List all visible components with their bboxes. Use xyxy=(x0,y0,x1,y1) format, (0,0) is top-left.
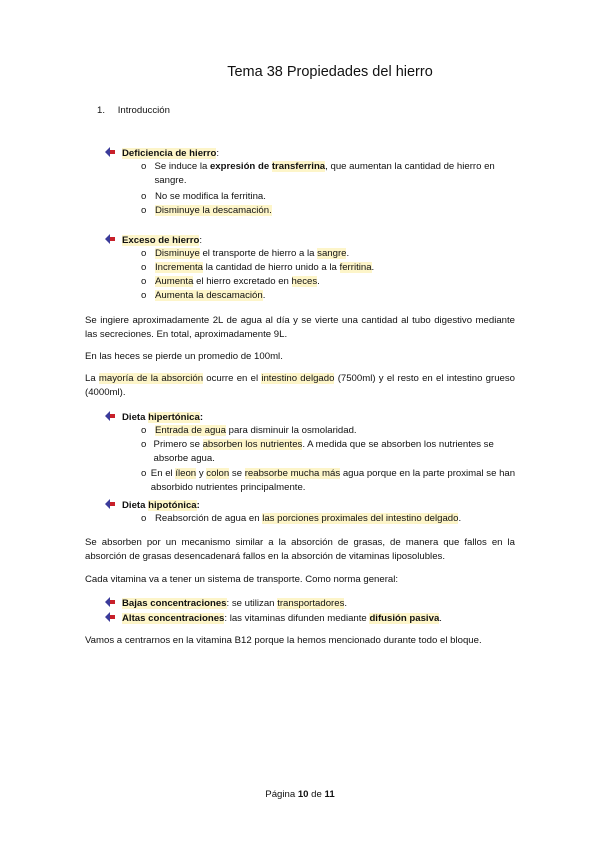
hipertonica-item-1: o Entrada de agua para disminuir la osmolaridad. xyxy=(141,425,357,436)
sub-bullet-icon: o xyxy=(141,513,147,524)
paragraph-grasas: Se absorben por un mecanismo similar a la absorción de grasas, de manera que fallos en la absorción de grasas desencadenará fallos en la absorción de vitaminas liposolubles. xyxy=(85,537,515,562)
exceso-heading: Exceso de hierro: xyxy=(104,233,202,248)
bajas-concentraciones: Bajas concentraciones: se utilizan transportadores. xyxy=(104,596,347,611)
hipertonica-item-2: o Primero se absorben los nutrientes. A medida que se absorben los nutrientes se absorbe agua. xyxy=(141,439,494,464)
hipotonica-heading: Dieta hipotónica: xyxy=(104,498,200,513)
arrow-bullet-icon xyxy=(104,410,116,422)
exceso-item-1: o Disminuye el transporte de hierro a la sangre. xyxy=(141,248,350,259)
hipertonica-heading: Dieta hipertónica: xyxy=(104,410,203,425)
sub-bullet-icon: o xyxy=(141,248,147,259)
hipotonica-item-1: o Reabsorción de agua en las porciones proximales del intestino delgado. xyxy=(141,513,462,524)
section-label: Introducción xyxy=(117,105,170,116)
page-footer: Página 10 de 11 xyxy=(265,789,335,800)
paragraph-transporte: Cada vitamina va a tener un sistema de transporte. Como norma general: xyxy=(85,574,399,585)
exceso-item-3: o Aumenta el hierro excretado en heces. xyxy=(141,276,320,287)
arrow-bullet-icon xyxy=(104,498,116,510)
section-heading xyxy=(97,104,170,118)
altas-concentraciones: Altas concentraciones: las vitaminas difunden mediante difusión pasiva. xyxy=(104,611,442,626)
deficiencia-item-3: o Disminuye la descamación. xyxy=(141,205,272,216)
sub-bullet-icon: o xyxy=(141,425,147,436)
arrow-bullet-icon xyxy=(104,146,116,158)
hipertonica-item-3: o En el íleon y colon se reabsorbe mucha más agua porque en la parte proximal se han absorbido nutrientes principalmente. xyxy=(141,468,516,493)
sub-bullet-icon: o xyxy=(141,161,147,172)
deficiencia-title: Deficiencia de hierro xyxy=(122,148,217,159)
exceso-item-4: o Aumenta la descamación. xyxy=(141,290,266,301)
arrow-bullet-icon xyxy=(104,611,116,623)
section-number: 1. xyxy=(97,105,106,116)
sub-bullet-icon: o xyxy=(141,439,147,450)
paragraph-heces: En las heces se pierde un promedio de 100ml. xyxy=(85,351,283,362)
sub-bullet-icon: o xyxy=(141,276,147,287)
sub-bullet-icon: o xyxy=(141,191,147,202)
paragraph-vitamina-b12: Vamos a centrarnos en la vitamina B12 porque la hemos mencionado durante todo el bloque. xyxy=(85,635,482,646)
paragraph-agua: Se ingiere aproximadamente 2L de agua al día y se vierte una cantidad al tubo digestivo mediante las secreciones. En total, aproximadamente 9L. xyxy=(85,315,515,340)
sub-bullet-icon: o xyxy=(141,205,147,216)
deficiencia-item-2: o No se modifica la ferritina. xyxy=(141,191,266,202)
sub-bullet-icon: o xyxy=(141,262,147,273)
exceso-item-2: o Incrementa la cantidad de hierro unido a la ferritina. xyxy=(141,262,375,273)
sub-bullet-icon: o xyxy=(141,468,147,479)
deficiencia-item-1: o Se induce la expresión de transferrina, que aumentan la cantidad de hierro en sangre. xyxy=(141,161,495,186)
paragraph-absorcion: La mayoría de la absorción ocurre en el intestino delgado (7500ml) y el resto en el intestino grueso (4000ml). xyxy=(85,373,516,398)
arrow-bullet-icon xyxy=(104,596,116,608)
total-pages: 11 xyxy=(324,789,335,800)
current-page: 10 xyxy=(297,789,309,800)
arrow-bullet-icon xyxy=(104,233,116,245)
deficiencia-heading: Deficiencia de hierro: xyxy=(104,146,219,161)
page-title: Tema 38 Propiedades del hierro xyxy=(227,64,433,80)
sub-bullet-icon: o xyxy=(141,290,147,301)
exceso-title: Exceso de hierro xyxy=(122,235,200,246)
